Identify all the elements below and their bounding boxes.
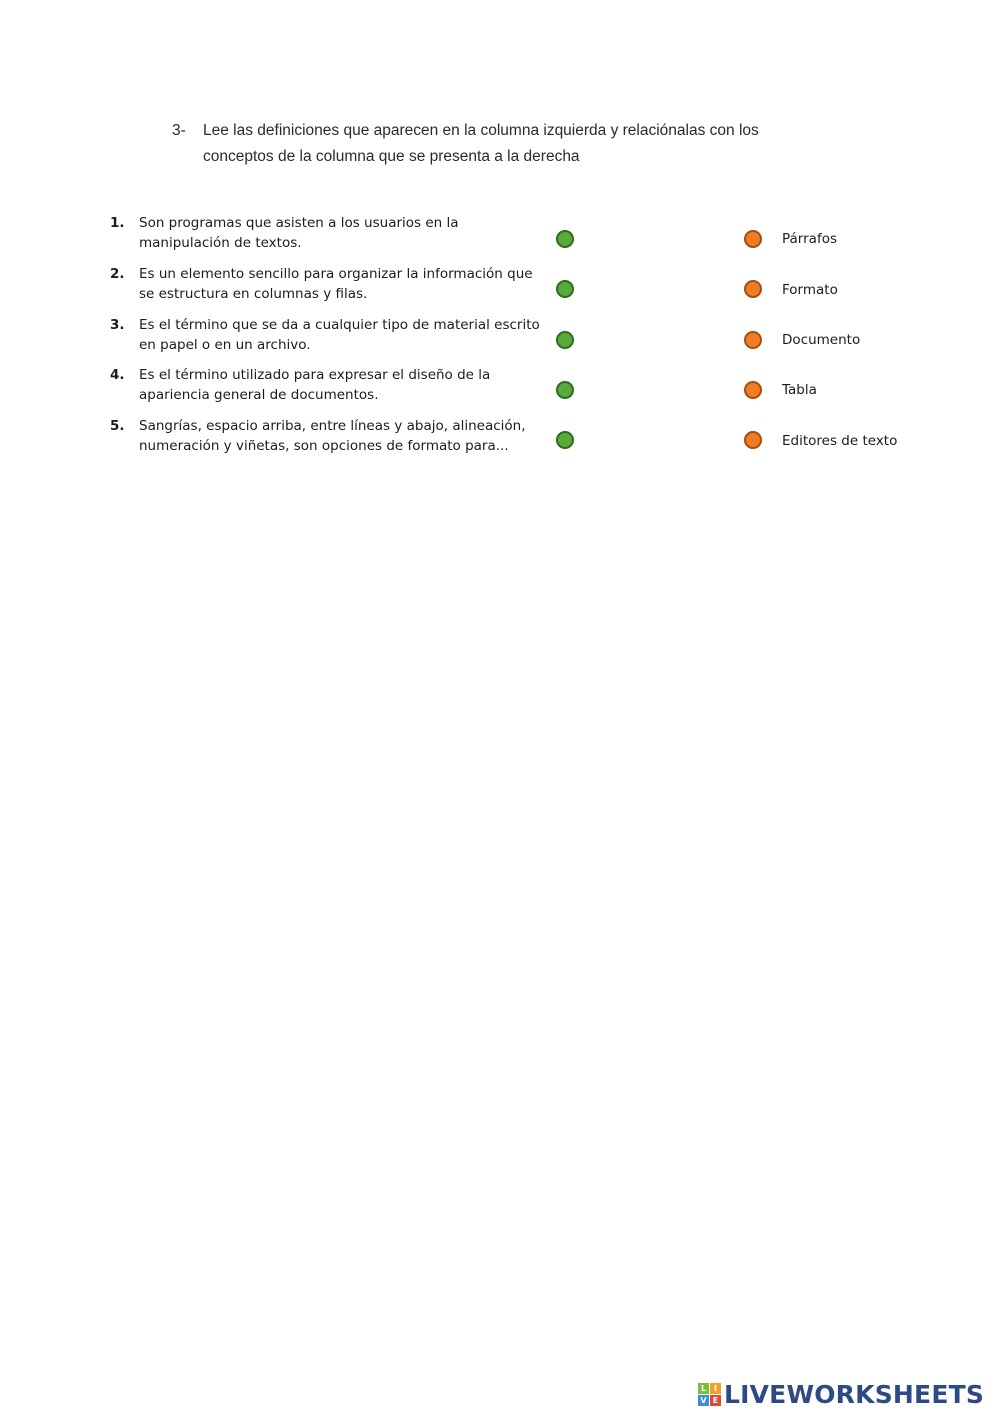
concept-label-editores-de-texto: Editores de texto [782, 433, 898, 449]
concept-label-documento: Documento [782, 332, 861, 348]
logo-letter: V [698, 1395, 709, 1406]
definition-text: Es el término que se da a cualquier tipo de material escrito en papel o en un archivo. [139, 317, 540, 353]
left-match-dot-5[interactable] [556, 431, 574, 449]
brand-name: LIVEWORKSHEETS [724, 1379, 985, 1409]
definition-number: 4. [110, 367, 125, 383]
logo-letter: L [698, 1383, 709, 1394]
logo-letter: E [710, 1395, 721, 1406]
right-match-dot-2[interactable] [744, 280, 762, 298]
definition-number: 5. [110, 418, 125, 434]
right-match-dot-3[interactable] [744, 331, 762, 349]
left-match-dot-4[interactable] [556, 381, 574, 399]
concept-label-tabla: Tabla [782, 382, 817, 398]
concept-label-formato: Formato [782, 282, 838, 298]
definition-number: 2. [110, 266, 125, 282]
right-match-dot-5[interactable] [744, 431, 762, 449]
left-match-dot-1[interactable] [556, 230, 574, 248]
definition-number: 1. [110, 215, 125, 231]
definition-text: Es un elemento sencillo para organizar la información que se estructura en columnas y filas. [139, 266, 533, 302]
concept-label-parrafos: Párrafos [782, 231, 837, 247]
liveworksheets-brand [698, 1377, 984, 1411]
right-match-dot-4[interactable] [744, 381, 762, 399]
logo-letter: I [710, 1383, 721, 1394]
left-match-dot-2[interactable] [556, 280, 574, 298]
liveworksheets-logo-icon [698, 1383, 721, 1406]
definition-text: Es el término utilizado para expresar el diseño de la apariencia general de documentos. [139, 367, 491, 403]
instruction-number: 3- [172, 122, 186, 139]
definition-text: Sangrías, espacio arriba, entre líneas y abajo, alineación, numeración y viñetas, son opciones de formato para... [139, 418, 526, 454]
right-match-dot-1[interactable] [744, 230, 762, 248]
definition-number: 3. [110, 317, 125, 333]
instruction-text: Lee las definiciones que aparecen en la columna izquierda y relaciónalas con los conceptos de la columna que se presenta a la derecha [203, 122, 759, 165]
definition-text: Son programas que asisten a los usuarios en la manipulación de textos. [139, 215, 459, 251]
left-match-dot-3[interactable] [556, 331, 574, 349]
